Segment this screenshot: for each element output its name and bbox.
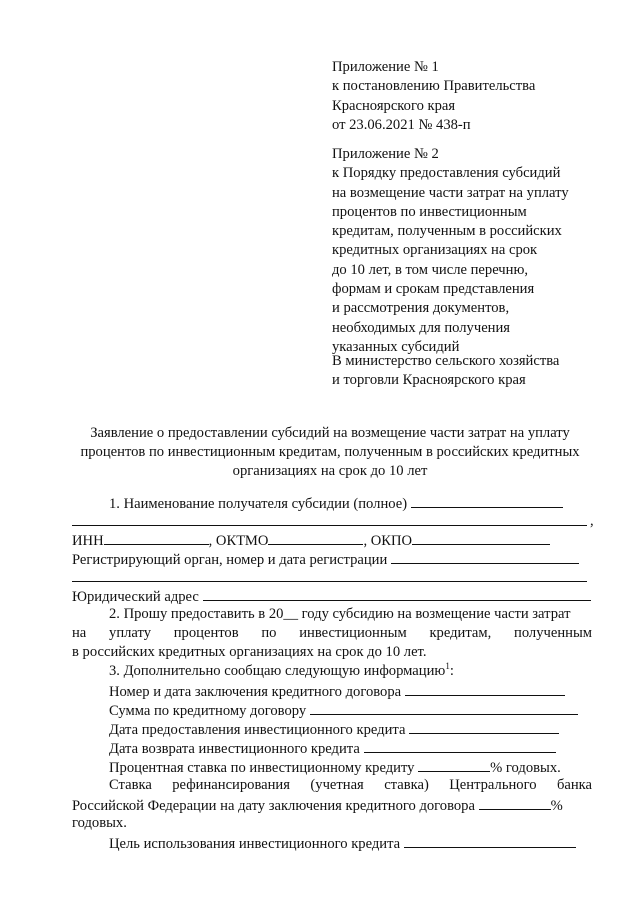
item-2-word: полученным (514, 625, 592, 641)
item-2-word: процентов (173, 625, 239, 641)
oktmo-label: , ОКТМО (208, 533, 269, 549)
return-date-field[interactable] (364, 738, 556, 753)
refinancing-percent: % (550, 798, 563, 814)
addressee-line: В министерство сельского хозяйства (332, 353, 560, 369)
item-2-line-1: 2. Прошу предоставить в 20__ году субсидию на возмещение части затрат (109, 606, 571, 622)
appendix-2-line: до 10 лет, в том числе перечню, (332, 261, 529, 278)
item-2-word: инвестиционным (299, 625, 407, 641)
appendix-2-line: кредитам, полученным в российских (332, 223, 562, 240)
appendix-2-line: формам и срокам представления (332, 281, 535, 298)
item-2-line-2 (72, 624, 592, 643)
appendix-1-line: от 23.06.2021 № 438-п (332, 116, 471, 133)
contract-no-date-field[interactable] (405, 681, 565, 696)
registrar-field[interactable] (391, 549, 579, 564)
inn-label: ИНН (72, 533, 104, 549)
recipient-name-row (109, 493, 563, 514)
refinancing-word: банка (556, 777, 592, 793)
recipient-name-comma: , (590, 513, 594, 529)
inn-field[interactable] (104, 530, 209, 545)
appendix-2-line: на возмещение части затрат на уплату (332, 184, 569, 201)
contract-sum-label: Сумма по кредитному договору (109, 703, 307, 719)
refinancing-word: (учетная (310, 777, 364, 793)
registrar-row (72, 549, 579, 570)
refinancing-word: ставка) (384, 777, 429, 793)
issue-date-row (109, 719, 559, 740)
legal-address-label: Юридический адрес (72, 589, 199, 605)
return-date-label: Дата возврата инвестиционного кредита (109, 741, 360, 757)
appendix-2-line: указанных субсидий (332, 338, 460, 355)
oktmo-field[interactable] (268, 530, 363, 545)
appendix-2-line: и рассмотрения документов, (332, 300, 510, 317)
okpo-label: , ОКПО (363, 533, 413, 549)
item-2-word: на (72, 625, 87, 641)
refinancing-line-2 (72, 795, 563, 816)
contract-sum-field[interactable] (310, 700, 578, 715)
item-3-text: 3. Дополнительно сообщаю следующую информацию (109, 663, 446, 679)
title-line: организациях на срок до 10 лет (232, 463, 428, 479)
contract-no-date-row (109, 681, 565, 702)
refinancing-word: Центрального (449, 777, 537, 793)
item-3-colon: : (449, 663, 454, 679)
refinancing-line-3: годовых. (72, 815, 127, 831)
refinancing-word: рефинансирования (172, 777, 290, 793)
item-2-word: по (261, 625, 277, 641)
addressee-block (332, 352, 632, 391)
issue-date-field[interactable] (409, 719, 559, 734)
rate-suffix: % годовых. (490, 760, 561, 776)
recipient-name-label: 1. Наименование получателя субсидии (полное) (109, 496, 408, 512)
purpose-field[interactable] (404, 833, 576, 848)
rate-row (109, 757, 561, 778)
okpo-field[interactable] (412, 530, 550, 545)
item-2-word: кредитам, (429, 625, 492, 641)
item-2-word: уплату (109, 625, 152, 641)
refinancing-word: Ставка (109, 777, 152, 793)
legal-address-row (72, 586, 591, 607)
refinancing-rate-field[interactable] (479, 795, 551, 810)
appendix-2-line: к Порядку предоставления субсидий (332, 165, 561, 182)
appendix-2-line: процентов по инвестиционным (332, 203, 527, 220)
rate-field[interactable] (418, 757, 490, 772)
appendix-1-line: Красноярского края (332, 97, 456, 114)
addressee-line: и торговли Красноярского края (332, 372, 526, 389)
item-3-heading (109, 662, 454, 681)
registrar-label: Регистрирующий орган, номер и дата регистрации (72, 552, 388, 568)
appendix-2-line: кредитных организациях на срок (332, 242, 538, 259)
contract-no-date-label: Номер и дата заключения кредитного договора (109, 684, 402, 700)
document-title (60, 424, 600, 481)
appendix-1-block (332, 58, 632, 135)
refinancing-line-1 (109, 776, 592, 795)
purpose-row (109, 833, 576, 854)
legal-address-field[interactable] (203, 586, 591, 601)
appendix-2-block (332, 145, 632, 357)
appendix-2-line: Приложение № 2 (332, 146, 439, 162)
codes-row (72, 530, 550, 551)
rate-label: Процентная ставка по инвестиционному кредиту (109, 760, 415, 776)
registrar-continuation-field[interactable] (72, 581, 587, 582)
appendix-2-line: необходимых для получения (332, 319, 511, 336)
issue-date-label: Дата предоставления инвестиционного кредита (109, 722, 406, 738)
appendix-1-line: Приложение № 1 (332, 59, 439, 75)
footnote-marker: 1 (445, 661, 450, 672)
recipient-name-field[interactable] (411, 493, 563, 508)
purpose-label: Цель использования инвестиционного кредита (109, 836, 401, 852)
title-line: Заявление о предоставлении субсидий на возмещение части затрат на уплату (90, 425, 570, 441)
contract-sum-row (109, 700, 578, 721)
appendix-1-line: к постановлению Правительства (332, 78, 536, 95)
item-2-line-3: в российских кредитных организациях на срок до 10 лет. (72, 644, 427, 660)
refinancing-label: Российской Федерации на дату заключения кредитного договора (72, 798, 475, 814)
recipient-name-continuation-field[interactable] (72, 525, 587, 526)
title-line: процентов по инвестиционным кредитам, полученным в российских кредитных (80, 444, 580, 460)
return-date-row (109, 738, 556, 759)
